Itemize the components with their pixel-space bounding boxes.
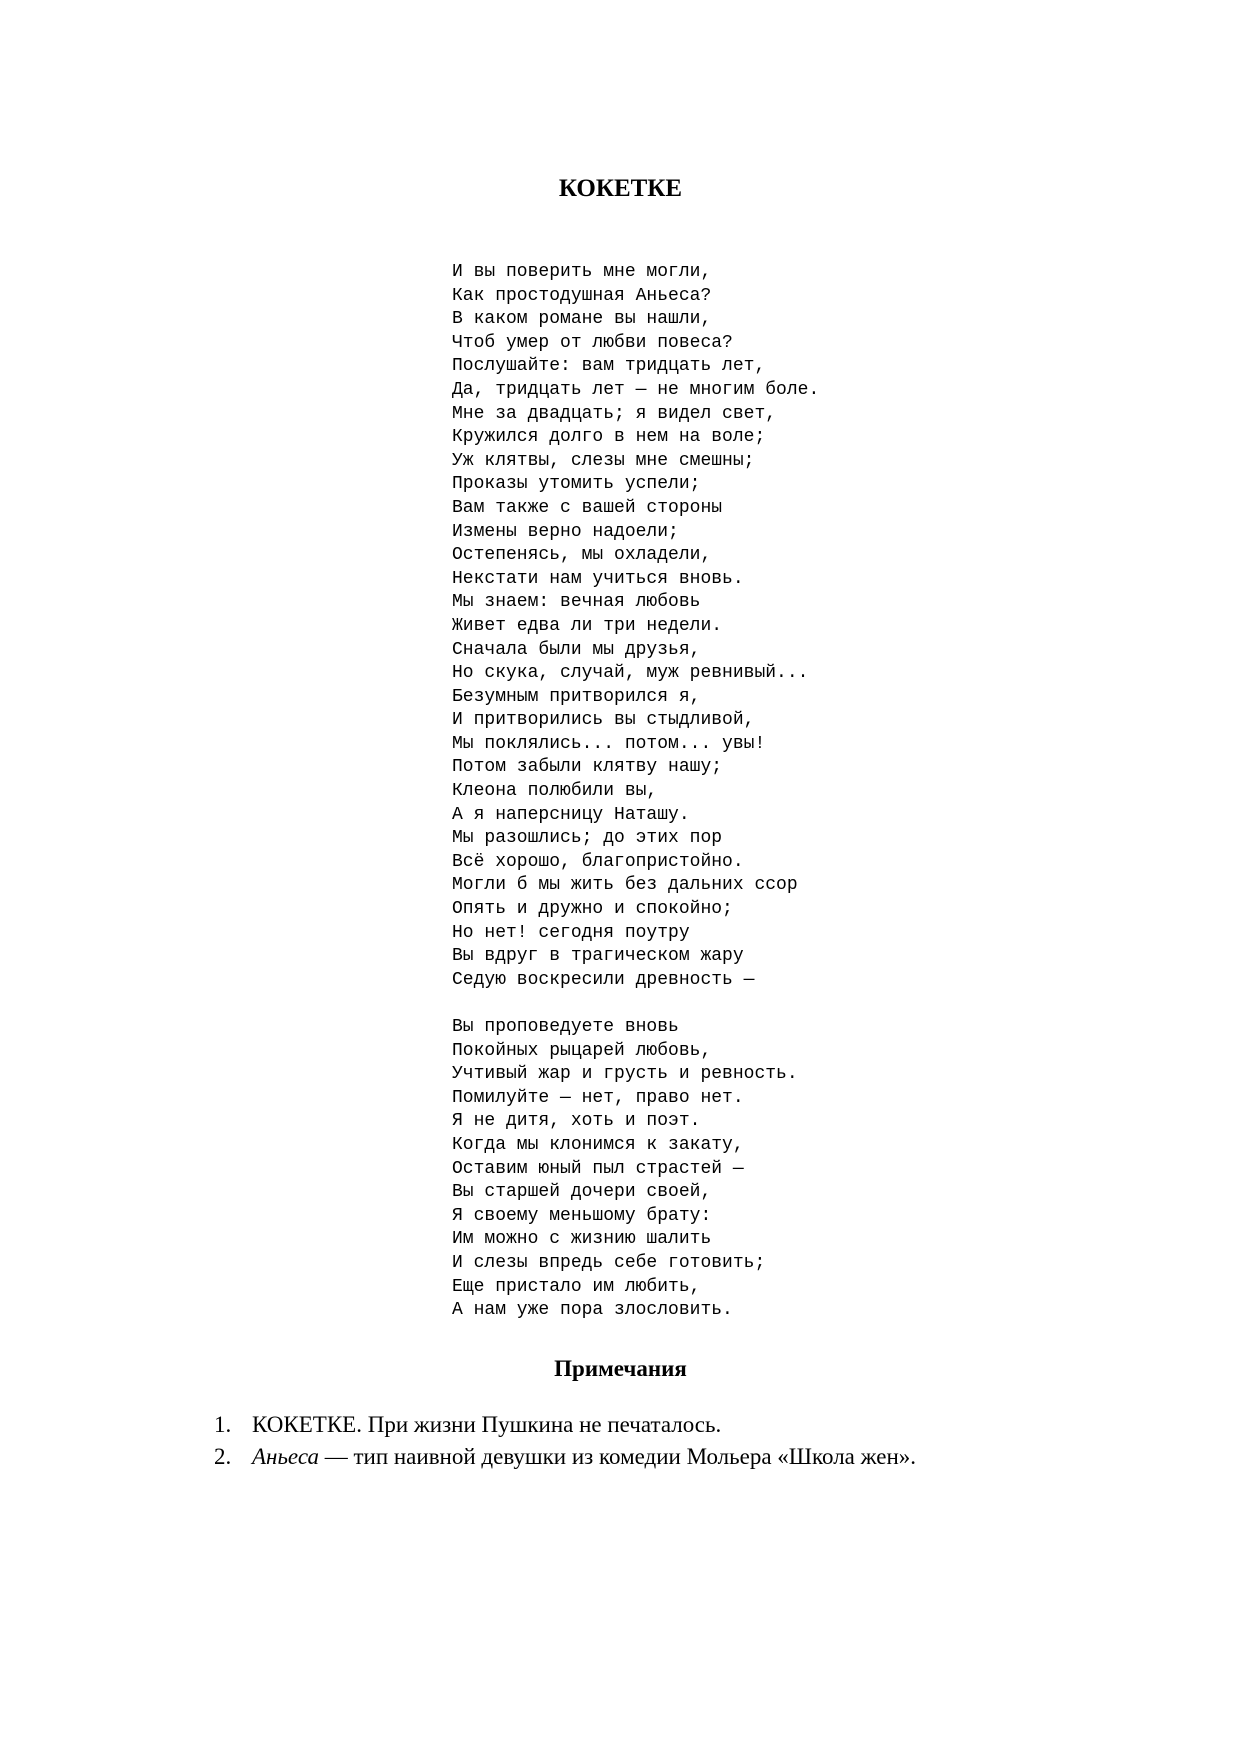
poem-line: Безумным притворился я, [452, 686, 701, 707]
poem-line: Я своему меньшому брату: [452, 1205, 712, 1226]
poem-title: КОКЕТКЕ [558, 175, 683, 202]
note-text: КОКЕТКЕ. При жизни Пушкина не печаталось. [252, 1412, 722, 1437]
note-item [214, 1441, 916, 1473]
note-number: 2. [214, 1444, 232, 1469]
poem-line: Живет едва ли три недели. [452, 615, 723, 636]
poem-line: Мы разошлись; до этих пор [452, 828, 723, 849]
poem-line: Мы знаем: вечная любовь [452, 592, 701, 613]
poem-line: Уж клятвы, слезы мне смешны; [452, 450, 755, 471]
notes-title: Примечания [554, 1356, 687, 1381]
poem-line: Могли б мы жить без дальних ссор [452, 875, 798, 896]
poem-line: Кружился долго в нем на воле; [452, 427, 766, 448]
poem-line: Вы вдруг в трагическом жару [452, 946, 744, 967]
poem-line: Опять и дружно и спокойно; [452, 899, 733, 920]
poem-line: Потом забыли клятву нашу; [452, 757, 723, 778]
note-term: Аньеса [252, 1444, 319, 1469]
poem-line: Как простодушная Аньеса? [452, 285, 712, 306]
stanza-gap [452, 992, 819, 1016]
poem-line: Еще пристало им любить, [452, 1276, 701, 1297]
poem-line: Клеона полюбили вы, [452, 781, 658, 802]
poem-line: Сначала были мы друзья, [452, 639, 701, 660]
poem-line: Покойных рыцарей любовь, [452, 1040, 712, 1061]
poem-line: Остепенясь, мы охладели, [452, 545, 712, 566]
poem-line: И слезы впредь себе готовить; [452, 1252, 766, 1273]
poem-line: Но нет! сегодня поутру [452, 922, 690, 943]
poem-line: Вам также с вашей стороны [452, 497, 723, 518]
poem-line: В каком романе вы нашли, [452, 309, 712, 330]
poem-line: Послушайте: вам тридцать лет, [452, 356, 766, 377]
notes-list [214, 1409, 916, 1473]
note-number: 1. [214, 1412, 232, 1437]
poem-line: Седую воскресили древность — [452, 969, 755, 990]
stanza-2 [452, 1016, 819, 1323]
stanza-1 [452, 261, 819, 992]
poem-line: Когда мы клонимся к закату, [452, 1134, 744, 1155]
poem-line: Но скука, случай, муж ревнивый... [452, 663, 809, 684]
poem-line: Проказы утомить успели; [452, 474, 701, 495]
poem-line: Измены верно надоели; [452, 521, 679, 542]
poem-line: Оставим юный пыл страстей — [452, 1158, 744, 1179]
poem-line: Всё хорошо, благопристойно. [452, 851, 744, 872]
note-text: — тип наивной девушки из комедии Мольера «Школа жен». [318, 1444, 916, 1469]
poem-line: Помилуйте — нет, право нет. [452, 1087, 744, 1108]
poem-line: А я наперсницу Наташу. [452, 804, 690, 825]
poem-line: И притворились вы стыдливой, [452, 710, 755, 731]
poem-line: Да, тридцать лет — не многим боле. [452, 379, 820, 400]
poem-line: Им можно с жизнию шалить [452, 1229, 712, 1250]
poem-line: Некстати нам учиться вновь. [452, 568, 744, 589]
poem-line: И вы поверить мне могли, [452, 262, 712, 282]
poem-line: Учтивый жар и грусть и ревность. [452, 1064, 798, 1085]
poem-body [452, 261, 819, 1323]
poem-line: Вы старшей дочери своей, [452, 1182, 712, 1203]
poem-line: Вы проповедуете вновь [452, 1017, 679, 1037]
poem-line: Мне за двадцать; я видел свет, [452, 403, 777, 424]
poem-line: Я не дитя, хоть и поэт. [452, 1111, 701, 1132]
poem-line: Мы поклялись... потом... увы! [452, 733, 766, 754]
poem-line: А нам уже пора злословить. [452, 1300, 733, 1321]
note-item [214, 1409, 916, 1441]
poem-line: Чтоб умер от любви повеса? [452, 332, 733, 353]
